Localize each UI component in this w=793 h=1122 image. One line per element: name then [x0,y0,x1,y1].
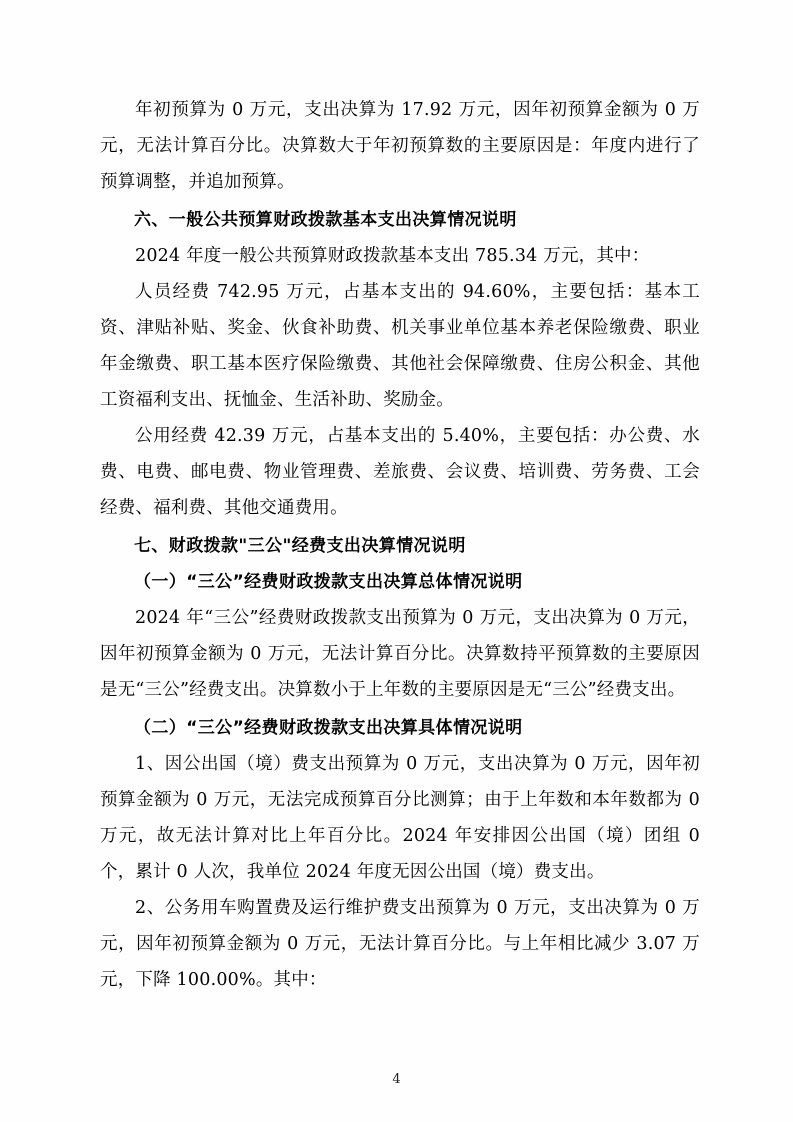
paragraph-9: 1、因公出国（境）费支出预算为 0 万元，支出决算为 0 万元，因年初预算金额为 0 万元，无法完成预算百分比测算；由于上年数和本年数都为 0 万元，故无法计算对比上年百分比。2024 年安排因公出国（境）团组 0 个，累计 0 人次，我单位 2024 年度无因公出国（境）费支出。 [100,754,700,882]
section-heading-seven: 七、财政拨款"三公"经费支出决算情况说明 [134,536,466,556]
subsection-heading-two: （二）“三公”经费财政拨款支出决算具体情况说明 [134,718,523,738]
paragraph-4: 公用经费 42.39 万元，占基本支出的 5.40%，主要包括：办公费、水费、电费、邮电费、物业管理费、差旅费、会议费、培训费、劳务费、工会经费、福利费、其他交通费用。 [100,426,700,518]
paragraph-0: 年初预算为 0 万元，支出决算为 17.92 万元，因年初预算金额为 0 万元，无法计算百分比。决算数大于年初预算数的主要原因是：年度内进行了预算调整，并追加预算。 [100,100,700,192]
page-number: 4 [392,1072,401,1087]
section-heading-six: 六、一般公共预算财政拨款基本支出决算情况说明 [134,210,517,230]
subsection-heading-one: （一）“三公”经费财政拨款支出决算总体情况说明 [134,572,523,592]
paragraph-7: 2024 年“三公”经费财政拨款支出预算为 0 万元，支出决算为 0 万元，因年初预算金额为 0 万元，无法计算百分比。决算数持平预算数的主要原因是无“三公”经费支出。决算数小于上年数的主要原因是无“三公”经费支出。 [100,608,700,700]
paragraph-3: 人员经费 742.95 万元，占基本支出的 94.60%，主要包括：基本工资、津贴补贴、奖金、伙食补助费、机关事业单位基本养老保险缴费、职业年金缴费、职工基本医疗保险缴费、其他社会保障缴费、住房公积金、其他工资福利支出、抚恤金、生活补助、奖励金。 [100,282,700,410]
document-body [100,92,700,998]
paragraph-10: 2、公务用车购置费及运行维护费支出预算为 0 万元，支出决算为 0 万元，因年初预算金额为 0 万元，无法计算百分比。与上年相比减少 3.07 万元，下降 100.00%。其中： [100,898,700,990]
paragraph-2: 2024 年度一般公共预算财政拨款基本支出 785.34 万元，其中： [135,246,650,266]
